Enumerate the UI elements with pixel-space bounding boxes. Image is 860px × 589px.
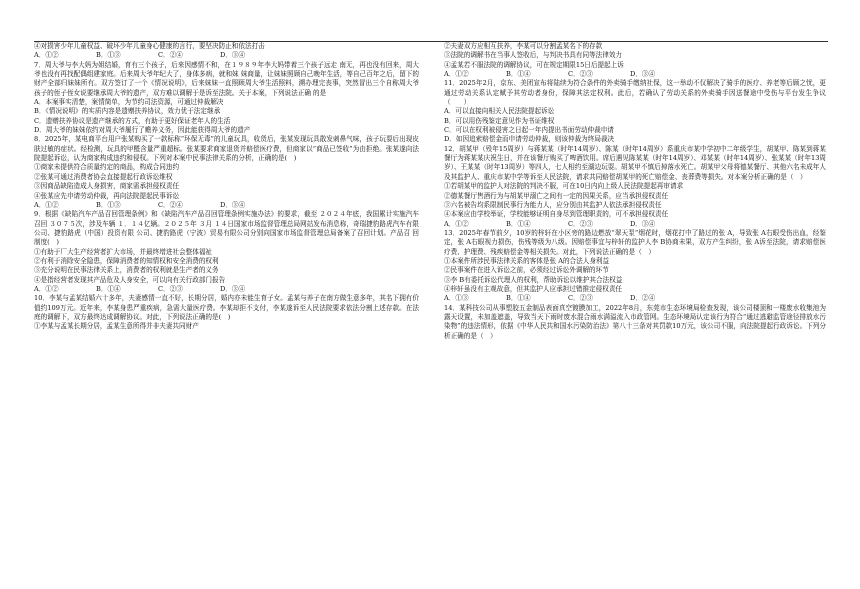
- answer-option: C．②③: [568, 70, 593, 79]
- answer-option: A．①②: [34, 51, 59, 60]
- text-line: 13．2025年春节前夕，10岁的梓轩在小区旁的路边燃放“翠天泵”烟花时，烟花打中了路过的张 A，导致张 A右眼受伤出血，经鉴定，张 A右眼视力损伤，伤残等级为八级。因赔偿事宜与梓轩的监护人李 B协商未果，双方产生纠纷，张 A诉至法院，请求赔偿医疗费、护理费、残疾赔偿金等相关损失。对此，下列说法正确的是（ ）: [444, 228, 826, 256]
- text-line: ③法院的调解书在当事人签收后，与判决书具有同等法律效力: [444, 51, 623, 60]
- answer-option: D．③④: [220, 51, 246, 60]
- text-line: 10．李某与孟某结婚六十多年，夫妻感情一直不好，长期分居，婚内亦未能生育子女。孟某与养子在南方做生意多年，其名下拥有价值约109万元。近年来，李某身患严重疾病，急需大量医疗费。李某却拒不支付，李某遂诉至人民法院要求依法分割上述存款。在法庭的调解下，双方最终达成调解协议。对此，下列说法正确的是( ): [34, 294, 419, 321]
- answer-option: D．③④: [630, 219, 656, 228]
- answer-option: C．②④: [158, 51, 183, 60]
- answer-option: B．①④: [506, 219, 531, 228]
- answer-option: C．②③: [568, 294, 593, 303]
- text-line: ④张某应先申请劳动仲裁，再向法院提起民事诉讼: [34, 191, 180, 200]
- answer-option: D．③④: [630, 70, 656, 79]
- right-column: [444, 42, 826, 341]
- text-line: ②民事案件在进入诉讼之前，必须经过诉讼外调解的环节: [444, 266, 609, 275]
- text-line: C．可以在权利被侵害之日起一年内提出书面劳动仲裁申请: [444, 126, 614, 135]
- text-line: ④梓轩虽没有主观故意，但其监护人应承担过错推定侵权责任: [444, 284, 623, 293]
- text-line: ④是指经营者发现其产品危及人身安全，可以向有关行政部门报告: [34, 275, 226, 284]
- text-line: C．遗赠扶养协议是遗产继承的方式，有助于更好保证老年人的生活: [34, 116, 231, 125]
- text-line: A．可以直接向相关人民法院提起诉讼: [444, 107, 555, 116]
- text-line: A．本案事实清楚，案情简单，为节约司法资源，可通过仲裁解决: [34, 98, 224, 107]
- text-line: 11．2025年2月，京东、美团宣布将陆续为符合条件的外卖骑手缴纳社保，这一举动不仅解决了骑手的医疗、养老等后顾之忧，更通过劳动关系认定赋予其劳动者身份，保障其法定权利。此后，若确认了劳动关系的外卖骑手因送餐途中受伤与平台发生争议（ ）: [444, 79, 826, 107]
- text-line: 7．周大爷与李大妈为姐结婚，育有三个孩子，后来因感情不和，在１９８９年李大妈带着三个孩子远走 南无，再也没有回来，周大爷也没有再找配偶组建家庭。后来周大爷年纪大了，身体多病，就和妹 妹商量，让妹妹照顾自己晚年生活，等自己百年之后，留下的财产全部归妹妹所有。双方签订了一个《情况说明》，后来妹妹一直照顾周大爷生活照料，溯办理完丧事，突然冒出三个自称周大爷 孩子的侄子侄女说要继承周大爷的遗产，双方难以调解于是诉至法院。关于本案，下列说法正确 的是: [34, 60, 419, 97]
- text-line: B．可以用伤残鉴定意见作为书证维权: [444, 116, 555, 125]
- text-line: 12．胡某甲（殁年15周岁）与蒋某某（时年14周岁）、陈某（时年14周岁）系重庆市某中学初中二年级学生，胡某甲、陈某到蒋某餐厅为蒋某某庆祝生日，并在该餐厅购买了啤酒饮用。席后遇见陈某某（时年14周岁）、邓某某（时年14周岁）、张某某（时年13周岁）、王某某（时年13周岁）等四人，七人相约至湖边玩耍。胡某甲不慎后掉落水死亡。胡某甲父母将德某餐厅、其他六名未成年人及其监护人、重庆市某中学等诉至人民法院，请求共同赔偿胡某甲的死亡赔偿金、丧葬费等损失。对本案分析正确的是（ ）: [444, 144, 826, 181]
- option-row: [34, 201, 419, 210]
- answer-option: B．①④: [96, 284, 121, 293]
- option-row: [34, 285, 419, 294]
- answer-option: B．①④: [506, 70, 531, 79]
- text-line: ①若胡某甲的监护人对法院的判决不服，可在10日内向上级人民法院提起再审请求: [444, 182, 684, 191]
- text-line: ④孟某若不服法院的调解协议，可在规定期限15日后提起上诉: [444, 60, 624, 69]
- text-line: ④本案应由学校举证，学校能够证明自身尽到管理职责的，可不承担侵权责任: [444, 210, 669, 219]
- text-line: ①本案件所涉民事法律关系的客体是张 A的合法人身利益: [444, 256, 610, 265]
- text-line: 8．2025年，某电商平台用户张某购买了一款标称“环保无毒”的儿童玩具，收货后，张某发现玩具散发刺鼻气味，孩子玩耍后出现皮肤过敏的症状。经检测，玩具的甲醛含量严重超标。张某要求商家退货并赔偿医疗费，但商家以“商品已签收”为由拒绝。张某遂向法院提起诉讼，认为商家构成违约和侵权。下列对本案中民事法律关系的分析，正确的是( ): [34, 135, 419, 163]
- option-row: [444, 220, 826, 229]
- option-row: [444, 70, 826, 79]
- text-line: 14．某科技公司从事塑胶五金制品表面真空镀膜加工，2022年8月，东莞市生态环境局检查发现，该公司楼顶和一楼废水收集池为露天设置，未加盖遮盖，导致当天下雨时废水混合雨水满溢流入市政管网。生态环境局认定该行为符合“通过逃避监管途径排放水污染物”的违法情形，依据《中华人民共和国水污染防治法》第八十三条对其罚款10万元，该公司不服，向法院提起行政诉讼。下列分析正确的是（ ）: [444, 303, 826, 340]
- answer-option: A．①③: [444, 294, 469, 303]
- answer-option: A．①②: [444, 70, 469, 79]
- text-line: ②有利于消除安全隐患，保障消费者的知情权和安全消费的权利: [34, 256, 219, 265]
- option-row: [34, 51, 419, 60]
- answer-option: C．②③: [568, 219, 593, 228]
- answer-option: B．①③: [96, 51, 121, 60]
- text-line: 9．根据《缺陷汽车产品召回管理条例》和《缺陷汽车产品召回管理条例实施办法》的要求，截至 ２０２４年底，我国累计实施汽车召回 ３０７５次，涉及车辆 １．１４亿辆。２０２５年 ３月 １４日国家市场监督管理总局网站发布消息称，奇瑞捷豹路虎汽车有限公司、捷豹路虎（中国）投资有限 公司、捷豹路虎（宁波）贸易有限公司分别向国家市场监督管理总局备案了召回计划。产品召 回制度( ): [34, 210, 419, 247]
- text-line: ①有助于厂大生产经营者扩大市场，并最终增进社会整体福祉: [34, 247, 213, 256]
- text-line: B．《情况说明》的实质内容是遗赠扶养协议，效力优于法定继承: [34, 107, 221, 116]
- text-line: ③充分说明在民事法律关系上，消费者的权利就是生产者的义务: [34, 266, 219, 275]
- text-line: ②德某餐厅售酒行为与胡某甲溺亡之间有一定的因果关系，应当承担侵权责任: [444, 191, 669, 200]
- left-column: [34, 42, 419, 332]
- answer-option: B．①④: [506, 294, 531, 303]
- text-line: ③六名被告均系限制民事行为能力人，应分别由其监护人依法承担侵权责任: [444, 200, 662, 209]
- answer-option: C．②④: [158, 200, 183, 209]
- answer-option: D．③④: [220, 200, 246, 209]
- text-line: D．周大爷的妹妹依约对周大爷履行了赡养义务，因此能获得周大爷的遗产: [34, 126, 251, 135]
- text-line: ①商家未提供符合质量约定的商品，构成合同违约: [34, 163, 180, 172]
- text-line: ①李某与孟某长期分居，孟某生意所得并非夫妻共同财产: [34, 322, 199, 331]
- answer-option: D．②④: [630, 294, 656, 303]
- answer-option: A．①②: [34, 200, 59, 209]
- option-row: [444, 294, 826, 303]
- text-line: ④对损害少年儿童权益、破坏少年儿童身心健康的言行，要坚决防止和依法打击: [34, 42, 265, 50]
- text-line: D．如因追索赔偿金而申请劳动仲裁，则该仲裁为终局裁决: [444, 135, 615, 144]
- text-line: ②张某可通过消费者协会直接提起行政诉讼维权: [34, 172, 173, 181]
- answer-option: A．①②: [444, 219, 469, 228]
- text-line: ③李 B有委托诉讼代理人的权利，帮助诉讼以维护其合法权益: [444, 275, 623, 284]
- answer-option: D．③④: [220, 284, 246, 293]
- text-line: ②夫妻双方应相互扶养，李某可以分割孟某名下的存款: [444, 42, 603, 50]
- answer-option: C．②③: [158, 284, 183, 293]
- text-line: ③因商品缺陷造成人身损害，商家需承担侵权责任: [34, 182, 180, 191]
- answer-option: B．①③: [96, 200, 121, 209]
- answer-option: A．①②: [34, 284, 59, 293]
